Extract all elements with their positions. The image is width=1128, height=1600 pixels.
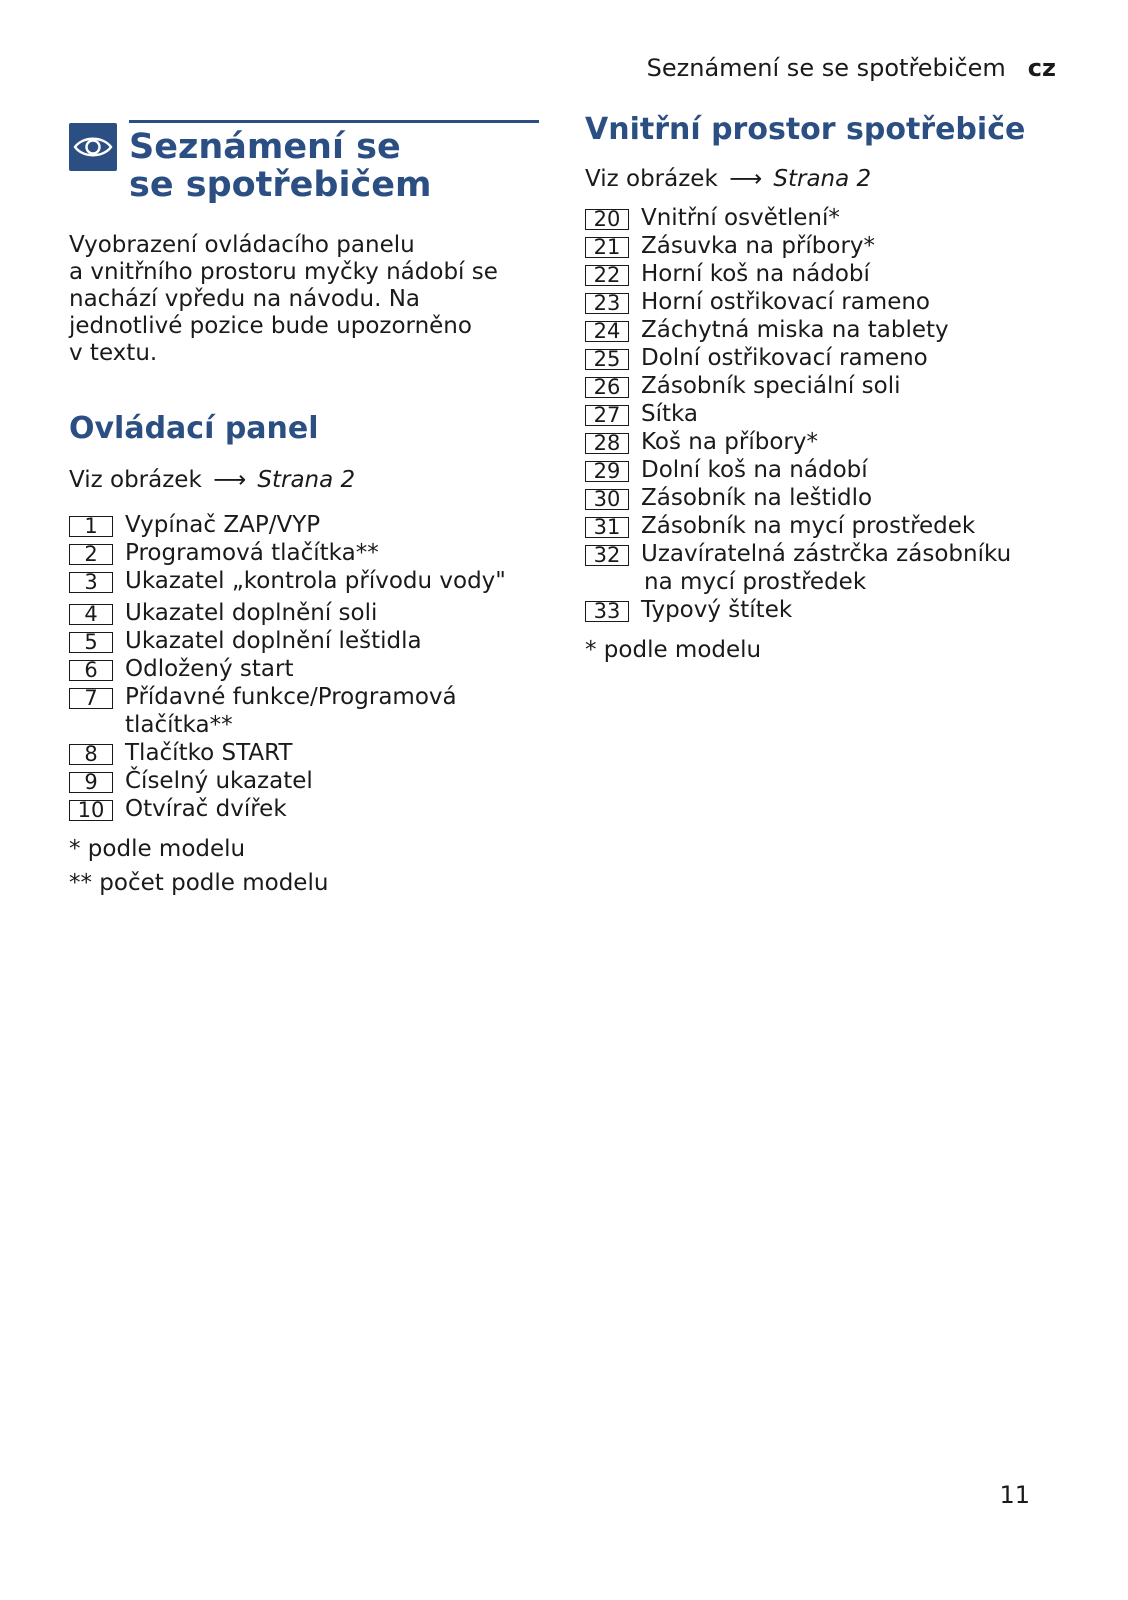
item-label: Dolní ostřikovací rameno: [641, 345, 928, 371]
item-number-box: 5: [69, 632, 113, 653]
item-number-box: 24: [585, 321, 629, 342]
left-column: [69, 120, 539, 897]
item-number-box: 22: [585, 265, 629, 286]
reference-text: Viz obrázek: [585, 166, 718, 192]
item-label: Dolní koš na nádobí: [641, 457, 868, 483]
item-number-box: 8: [69, 744, 113, 765]
item-label-line1: Uzavíratelná zástrčka zásobníku: [641, 541, 1012, 567]
item-label: Zásobník na mycí prostředek: [641, 513, 976, 539]
interior-heading: Vnitřní prostor spotřebiče: [585, 112, 1026, 147]
section-header: [69, 120, 539, 212]
item-number-box: 29: [585, 461, 629, 482]
list-item: [69, 795, 539, 823]
language-code: cz: [1027, 54, 1056, 82]
item-number-box: 9: [69, 772, 113, 793]
item-label: Odložený start: [125, 656, 294, 682]
list-item: [69, 627, 539, 655]
item-label: Typový štítek: [641, 597, 793, 623]
figure-reference: [69, 465, 539, 495]
item-label: Programová tlačítka**: [125, 540, 379, 566]
item-label: Horní ostřikovací rameno: [641, 289, 930, 315]
arrow-right-icon: ⟶: [729, 166, 763, 192]
running-header: [647, 53, 1056, 83]
footnote: * podle modelu: [585, 637, 762, 663]
item-number-box: 6: [69, 660, 113, 681]
item-number-box: 26: [585, 377, 629, 398]
item-label: Vypínač ZAP/VYP: [125, 512, 321, 538]
list-item: [585, 372, 1065, 400]
item-label-line2: tlačítka**: [125, 712, 233, 738]
interior-list: [585, 204, 1065, 624]
item-label: Ukazatel doplnění soli: [125, 600, 378, 626]
arrow-right-icon: ⟶: [213, 467, 247, 493]
item-number-box: 7: [69, 688, 113, 709]
list-item: [69, 739, 539, 767]
right-column: [585, 112, 1065, 664]
list-item: [69, 683, 539, 739]
intro-paragraph: [69, 232, 539, 367]
section-title-line2: se spotřebičem: [129, 165, 432, 205]
item-number-box: 28: [585, 433, 629, 454]
item-number-box: 27: [585, 405, 629, 426]
section-title: [129, 128, 431, 204]
item-number-box: 23: [585, 293, 629, 314]
footnote: * podle modelu: [69, 836, 246, 862]
item-number-box: 20: [585, 209, 629, 230]
list-item: [69, 599, 539, 627]
eye-icon: [69, 123, 117, 171]
item-label: Zásobník speciální soli: [641, 373, 901, 399]
item-number-box: 25: [585, 349, 629, 370]
item-label: Zásobník na leštidlo: [641, 485, 873, 511]
item-number-box: 10: [69, 800, 113, 821]
reference-text: Viz obrázek: [69, 467, 202, 493]
figure-reference: [585, 164, 1065, 194]
list-item: [585, 596, 1065, 624]
running-header-title: Seznámení se se spotřebičem: [646, 54, 1006, 82]
item-label: Otvírač dvířek: [125, 796, 287, 822]
list-item: [69, 655, 539, 683]
item-label: Koš na příbory*: [641, 429, 818, 455]
list-item: [69, 767, 539, 795]
item-label: [125, 683, 457, 739]
item-label: Tlačítko START: [125, 740, 293, 766]
list-item: [585, 540, 1065, 596]
item-label: Zásuvka na příbory*: [641, 233, 876, 259]
item-label-line2: na mycí prostředek: [644, 569, 867, 595]
item-number-box: 21: [585, 237, 629, 258]
list-item: [585, 428, 1065, 456]
item-label: [641, 540, 1011, 596]
list-item: [585, 288, 1065, 316]
item-label: Číselný ukazatel: [125, 768, 313, 794]
item-label: Záchytná miska na tablety: [641, 317, 949, 343]
item-number-box: 31: [585, 517, 629, 538]
item-number-box: 4: [69, 604, 113, 625]
section-rule: [129, 120, 539, 123]
page-number: 11: [999, 1481, 1030, 1509]
list-item: [585, 400, 1065, 428]
item-number-box: 3: [69, 572, 113, 593]
footnote: ** počet podle modelu: [69, 870, 329, 896]
item-number-box: 2: [69, 544, 113, 565]
item-number-box: 1: [69, 516, 113, 537]
section-title-line1: Seznámení se: [129, 127, 401, 167]
list-item: [69, 567, 539, 595]
item-label: Sítka: [641, 401, 699, 427]
list-item: [585, 484, 1065, 512]
list-item: [585, 232, 1065, 260]
list-item: [585, 316, 1065, 344]
item-number-box: 32: [585, 545, 629, 566]
control-panel-list: [69, 511, 539, 823]
list-item: [585, 204, 1065, 232]
item-label: Ukazatel „kontrola přívodu vody": [125, 568, 506, 594]
intro-line: a vnitřního prostoru myčky nádobí se: [69, 259, 498, 285]
intro-line: Vyobrazení ovládacího panelu: [69, 232, 415, 258]
item-number-box: 33: [585, 601, 629, 622]
intro-line: nachází vpředu na návodu. Na: [69, 286, 420, 312]
reference-page: Strana 2: [257, 467, 356, 493]
list-item: [69, 511, 539, 539]
control-panel-heading: Ovládací panel: [69, 411, 319, 446]
list-item: [69, 539, 539, 567]
intro-line: v textu.: [69, 340, 158, 366]
list-item: [585, 512, 1065, 540]
list-item: [585, 260, 1065, 288]
list-item: [585, 456, 1065, 484]
item-label-line1: Přídavné funkce/Programová: [125, 684, 457, 710]
reference-page: Strana 2: [773, 166, 872, 192]
list-item: [585, 344, 1065, 372]
intro-line: jednotlivé pozice bude upozorněno: [69, 313, 472, 339]
item-label: Vnitřní osvětlení*: [641, 205, 840, 231]
item-number-box: 30: [585, 489, 629, 510]
item-label: Horní koš na nádobí: [641, 261, 870, 287]
item-label: Ukazatel doplnění leštidla: [125, 628, 422, 654]
